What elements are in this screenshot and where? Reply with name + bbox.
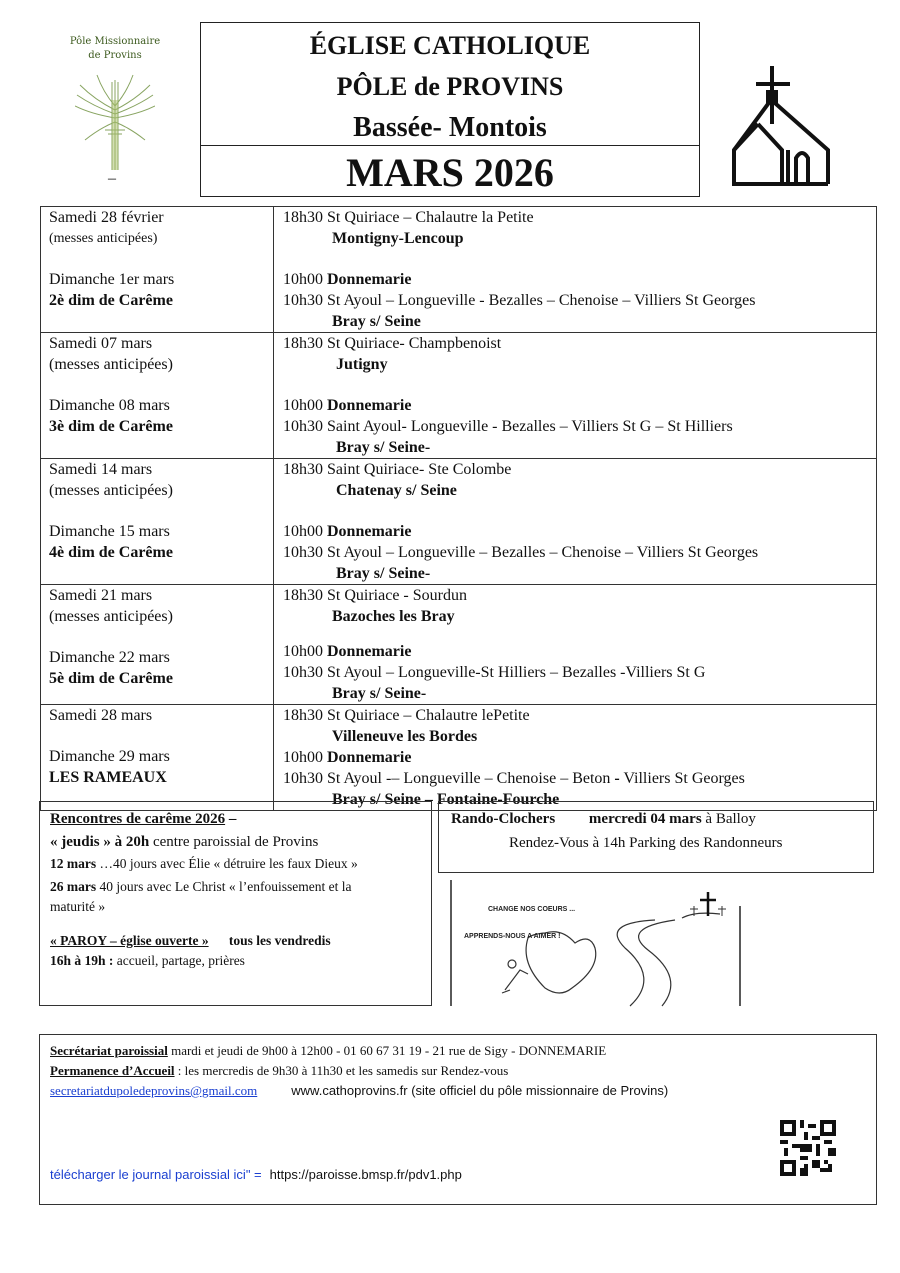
logo-line-2: de Provins <box>88 50 142 61</box>
month-title: MARS 2026 <box>346 150 554 195</box>
journal-line: télécharger le journal paroissial ici" = https://paroisse.bmsp.fr/pdv1.php <box>50 1167 462 1182</box>
website-link[interactable]: www.cathoprovins.fr (site officiel du pôle missionnaire de Provins) <box>291 1083 669 1098</box>
journal-link[interactable]: https://paroisse.bmsp.fr/pdv1.php <box>269 1167 462 1182</box>
saturday-mass: 18h30 St Quiriace- Champbenoist <box>283 335 502 352</box>
logo-dash: – <box>108 170 116 187</box>
drawing-text-2: APPRENDS-NOUS A AIMER ! <box>464 933 561 940</box>
header-divider <box>201 145 699 146</box>
saturday-mass: 18h30 St Quiriace - Sourdun <box>283 587 467 604</box>
sunday-date: Dimanche 15 mars <box>49 523 170 540</box>
saturday-mass-place: Chatenay s/ Seine <box>336 482 457 499</box>
sunday-title: 4è dim de Carême <box>49 544 173 561</box>
lent-title: Rencontres de carême 2026 – <box>50 811 237 827</box>
qr-code-icon[interactable] <box>780 1120 836 1176</box>
sunday-mass-1-place: Donnemarie <box>327 397 412 414</box>
sunday-mass-2: 10h30 St Ayoul – Longueville-St Hilliers – Bezalles -Villiers St G <box>283 664 706 681</box>
drawing-text-1: CHANGE NOS COEURS ... <box>488 906 576 913</box>
email-link[interactable]: secretariatdupoledeprovins@gmail.com <box>50 1083 258 1098</box>
saturday-note: (messes anticipées) <box>49 231 158 246</box>
lent-item-2: 26 mars 40 jours avec Le Christ « l’enfouissement et la <box>50 879 352 894</box>
church-title: ÉGLISE CATHOLIQUE <box>309 31 591 60</box>
sunday-mass-3: Bray s/ Seine- <box>332 685 427 702</box>
rando-rdv: Rendez-Vous à 14h Parking des Randonneurs <box>509 835 783 851</box>
sunday-mass-2: 10h30 Saint Ayoul- Longueville - Bezalles – Villiers St G – St Hilliers <box>283 418 733 435</box>
saturday-mass-place: Jutigny <box>336 356 388 373</box>
saturday-mass-place: Bazoches les Bray <box>332 608 455 625</box>
sunday-mass-3: Bray s/ Seine <box>332 313 421 330</box>
sunday-mass-1-place: Donnemarie <box>327 749 412 766</box>
mass-schedule-table <box>40 206 877 811</box>
sunday-mass-1: 10h00 Donnemarie <box>283 523 412 540</box>
week-row-4 <box>41 585 877 705</box>
saturday-date: Samedi 14 mars <box>49 461 153 478</box>
week-row-1 <box>41 207 877 333</box>
lent-item-1: 12 mars …40 jours avec Élie « détruire les faux Dieux » <box>50 856 358 871</box>
sunday-mass-3: Bray s/ Seine – Fontaine-Fourche <box>332 791 560 808</box>
saturday-mass: 18h30 Saint Quiriace- Ste Colombe <box>283 461 512 478</box>
pole-title: PÔLE de PROVINS <box>336 72 564 101</box>
saturday-note: (messes anticipées) <box>49 356 173 373</box>
saturday-mass: 18h30 St Quiriace – Chalautre la Petite <box>283 209 534 226</box>
saturday-note: (messes anticipées) <box>49 608 173 625</box>
week-row-5 <box>41 705 877 811</box>
church-icon <box>728 64 832 188</box>
saturday-mass-place: Villeneuve les Bordes <box>332 728 478 745</box>
paroy-hours: 16h à 19h : accueil, partage, prières <box>50 953 245 968</box>
sunday-date: Dimanche 08 mars <box>49 397 170 414</box>
wheat-cross-icon <box>75 70 155 175</box>
lent-item-2-cont: maturité » <box>50 899 106 914</box>
sunday-mass-1-place: Donnemarie <box>327 271 412 288</box>
sunday-mass-1: 10h00 Donnemarie <box>283 397 412 414</box>
lent-illustration <box>450 878 750 1008</box>
saturday-mass-place: Montigny-Lencoup <box>332 230 464 247</box>
saturday-date: Samedi 07 mars <box>49 335 153 352</box>
sunday-date: Dimanche 1er mars <box>49 271 175 288</box>
permanence-line: Permanence d’Accueil : les mercredis de 9h30 à 11h30 et les samedis sur Rendez-vous <box>50 1063 509 1078</box>
sunday-mass-1-place: Donnemarie <box>327 523 412 540</box>
saturday-mass: 18h30 St Quiriace – Chalautre lePetite <box>283 707 530 724</box>
rando-title: Rando-Clochers mercredi 04 mars à Balloy <box>451 811 756 827</box>
sunday-mass-1: 10h00 Donnemarie <box>283 749 412 766</box>
sunday-title: 3è dim de Carême <box>49 418 173 435</box>
contact-line <box>50 1081 866 1101</box>
lent-thursdays: « jeudis » à 20h centre paroissial de Provins <box>50 834 319 850</box>
pole-logo <box>60 30 170 190</box>
saturday-date: Samedi 28 mars <box>49 707 153 724</box>
sunday-mass-1: 10h00 Donnemarie <box>283 643 412 660</box>
week-row-3 <box>41 459 877 585</box>
paroy-open: « PAROY – église ouverte » tous les vendredis <box>50 933 331 948</box>
contact-footer-box <box>39 1034 877 1205</box>
header-box <box>200 22 700 197</box>
saturday-note: (messes anticipées) <box>49 482 173 499</box>
sunday-mass-3: Bray s/ Seine- <box>336 565 431 582</box>
saturday-date: Samedi 28 février <box>49 209 164 226</box>
sector-title: Bassée- Montois <box>353 112 547 143</box>
sunday-mass-2: 10h30 St Ayoul – Longueville – Bezalles – Chenoise – Villiers St Georges <box>283 544 759 561</box>
sunday-mass-3: Bray s/ Seine- <box>336 439 431 456</box>
sunday-mass-2: 10h30 St Ayoul – Longueville - Bezalles – Chenoise – Villiers St Georges <box>283 292 756 309</box>
lent-meetings-box <box>39 801 432 1006</box>
saturday-date: Samedi 21 mars <box>49 587 153 604</box>
sunday-title: LES RAMEAUX <box>49 769 167 786</box>
secretariat-line: Secrétariat paroissial mardi et jeudi de 9h00 à 12h00 - 01 60 67 31 19 - 21 rue de Sigy - DONNEMARIE <box>50 1043 607 1058</box>
sunday-date: Dimanche 29 mars <box>49 748 170 765</box>
sunday-mass-2: 10h30 St Ayoul -– Longueville – Chenoise – Beton - Villiers St Georges <box>283 770 745 787</box>
sunday-mass-1-place: Donnemarie <box>327 643 412 660</box>
sunday-title: 5è dim de Carême <box>49 670 173 687</box>
rando-clochers-box <box>438 801 874 873</box>
logo-line-1: Pôle Missionnaire <box>69 36 161 47</box>
sunday-mass-1: 10h00 Donnemarie <box>283 271 412 288</box>
sunday-title: 2è dim de Carême <box>49 292 173 309</box>
sunday-date: Dimanche 22 mars <box>49 649 170 666</box>
week-row-2 <box>41 333 877 459</box>
